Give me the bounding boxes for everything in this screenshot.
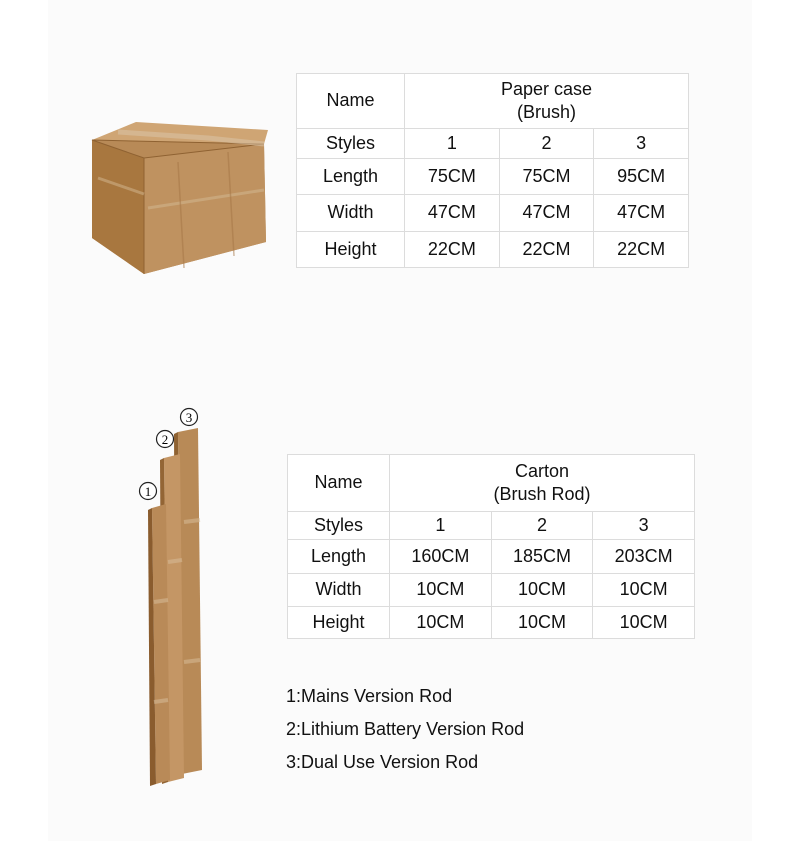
paper-case-box-image [88,118,272,280]
name-header: Name [297,74,405,129]
svg-text:2: 2 [161,432,169,447]
table-row: Styles 1 2 3 [297,129,689,159]
carton-title: Carton (Brush Rod) [390,455,695,512]
table-row: Width 10CM 10CM 10CM [288,574,695,607]
table-row: Length 75CM 75CM 95CM [297,159,689,195]
rod-marker-1 [140,483,157,500]
paper-case-title: Paper case (Brush) [405,74,689,129]
table-row: Styles 1 2 3 [288,512,695,540]
table-row: Width 47CM 47CM 47CM [297,195,689,232]
carton-table [287,454,695,639]
name-header: Name [288,455,390,512]
brush-rod-cartons-image [128,402,212,786]
rod-version-legend [286,681,524,780]
rod-marker-2 [157,431,174,448]
svg-text:3: 3 [185,410,193,425]
rod-marker-3 [181,409,198,426]
paper-case-table [296,73,689,268]
table-row: Height 22CM 22CM 22CM [297,232,689,268]
legend-item-lithium: 2:Lithium Battery Version Rod [286,719,525,739]
legend-item-mains: 1:Mains Version Rod [286,686,453,706]
legend-item-dual-use: 3:Dual Use Version Rod [286,752,479,772]
table-row: Height 10CM 10CM 10CM [288,607,695,639]
table-row: Length 160CM 185CM 203CM [288,540,695,574]
svg-text:1: 1 [144,484,152,499]
